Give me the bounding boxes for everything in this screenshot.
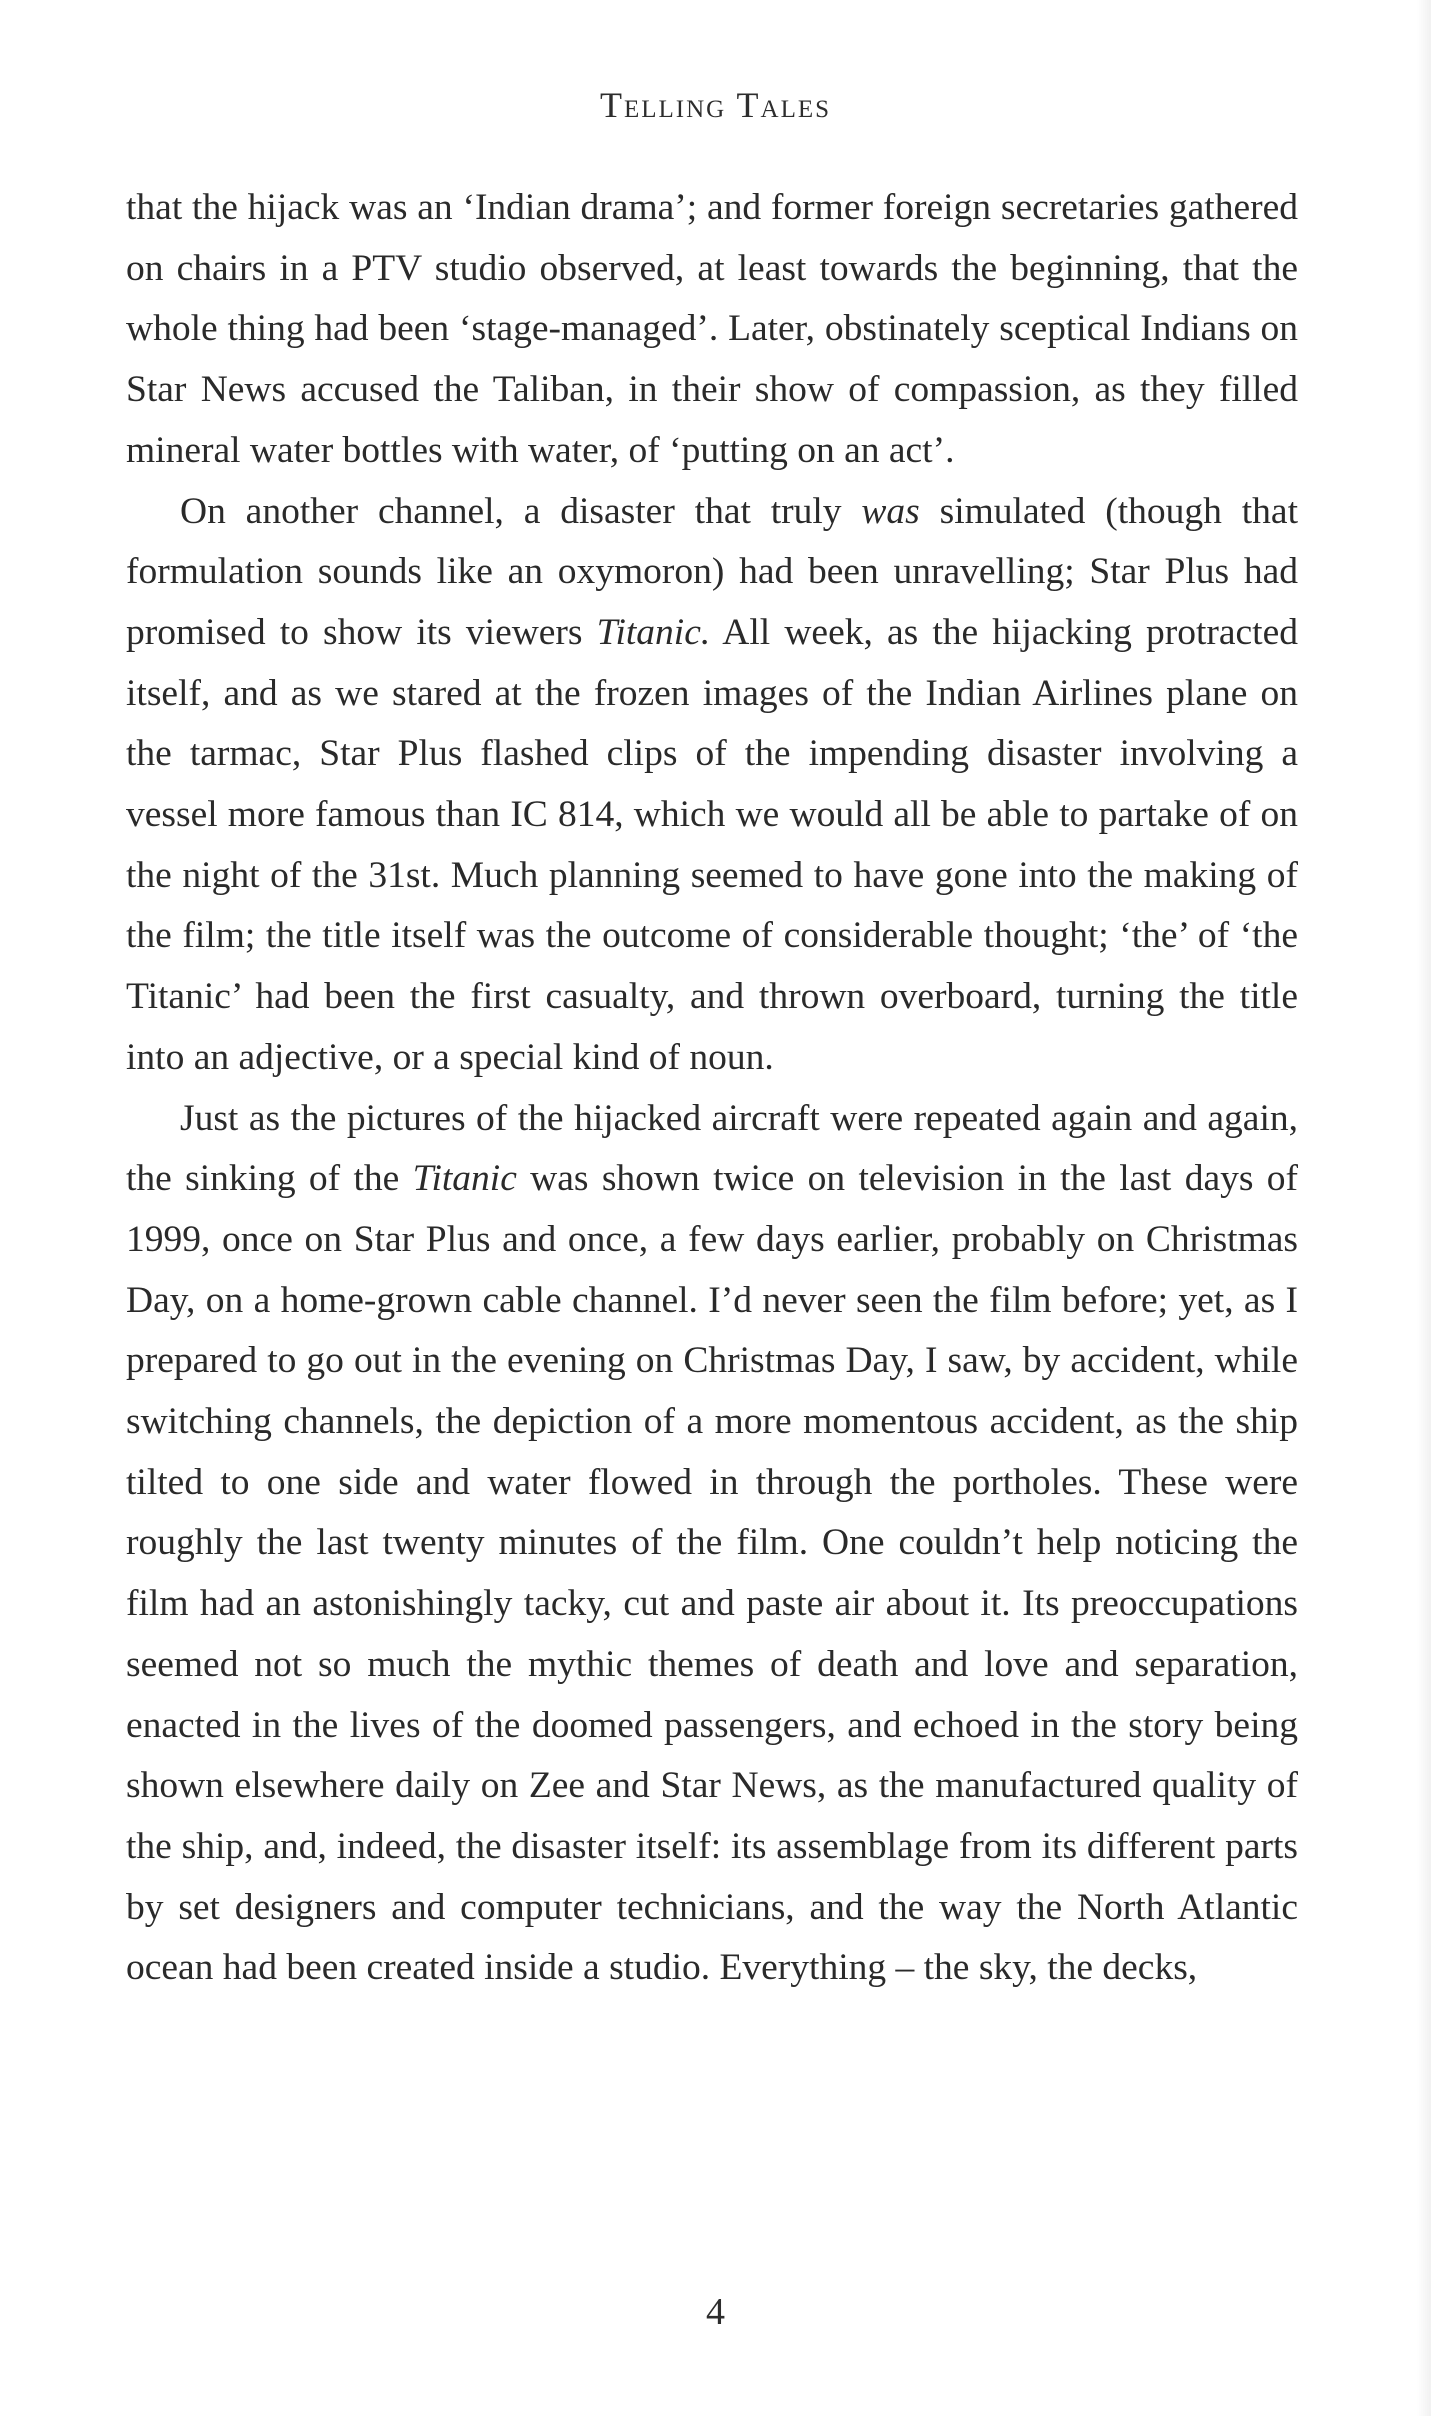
paragraph-2	[126, 482, 1298, 1089]
emphasis-was: was	[861, 490, 920, 532]
paragraph-1: that the hijack was an ‘Indian drama’; and former foreign secretaries gathered on chairs in a PTV studio observed, at least towards the beginning, that the whole thing had been ‘stage-managed’. Later, obstinately sceptical Indians on Star News accused the Taliban, in their show of compassion, as they filled mineral water bottles with water, of ‘putting on an act’.	[126, 187, 1298, 471]
paragraph-2-part-1: On another channel, a disaster that truly	[180, 490, 862, 532]
running-head: Telling Tales	[599, 85, 832, 125]
paragraph-3-part-2: was shown twice on television in the last days of 1999, once on Star Plus and once, a few days earlier, probably on Christmas Day, on a home-grown cable channel. I’d never seen the film before; yet, as I prepared to go out in the evening on Christmas Day, I saw, by accident, while switching channels, the depiction of a more momentous accident, as the ship tilted to one side and water flowed in through the portholes. These were roughly the last twenty minutes of the film. One couldn’t help noticing the film had an astonishingly tacky, cut and paste air about it. Its preoccupations seemed not so much the mythic themes of death and love and separation, enacted in the lives of the doomed passengers, and echoed in the story being shown elsewhere daily on Zee and Star News, as the manufactured quality of the ship, and, indeed, the disaster itself: its assemblage from its different parts by set designers and computer technicians, and the way the North Atlantic ocean had been created inside a studio. Everything – the sky, the decks,	[126, 1158, 1299, 1989]
body-text	[126, 178, 1298, 1999]
film-title-titanic: Titanic.	[596, 611, 711, 653]
paragraph-2-part-3: All week, as the hijacking protracted itself, and as we stared at the frozen images of the Indian Airlines plane on the tarmac, Star Plus flashed clips of the impending disaster involving a vessel more famous than IC 814, which we would all be able to partake of on the night of the 31st. Much planning seemed to have gone into the making of the film; the title itself was the outcome of considerable thought; ‘the’ of ‘the Titanic’ had been the first casualty, and thrown overboard, turning the title into an adjective, or a special kind of noun.	[126, 611, 1298, 1078]
paragraph-3-part-1: Just as the pictures of the hijacked aircraft were repeated again and again, the sinking of the	[126, 1097, 1298, 1200]
paragraph-3	[126, 1089, 1298, 2000]
paragraph-2-part-2: simulated (though that formulation sounds like an oxymoron) had been unravelling; Star Plus had promised to show its viewers	[126, 490, 1298, 653]
film-title-titanic: Titanic	[412, 1158, 517, 1200]
page-number: 4	[706, 2291, 725, 2333]
page-edge-shadow	[1417, 0, 1431, 2416]
